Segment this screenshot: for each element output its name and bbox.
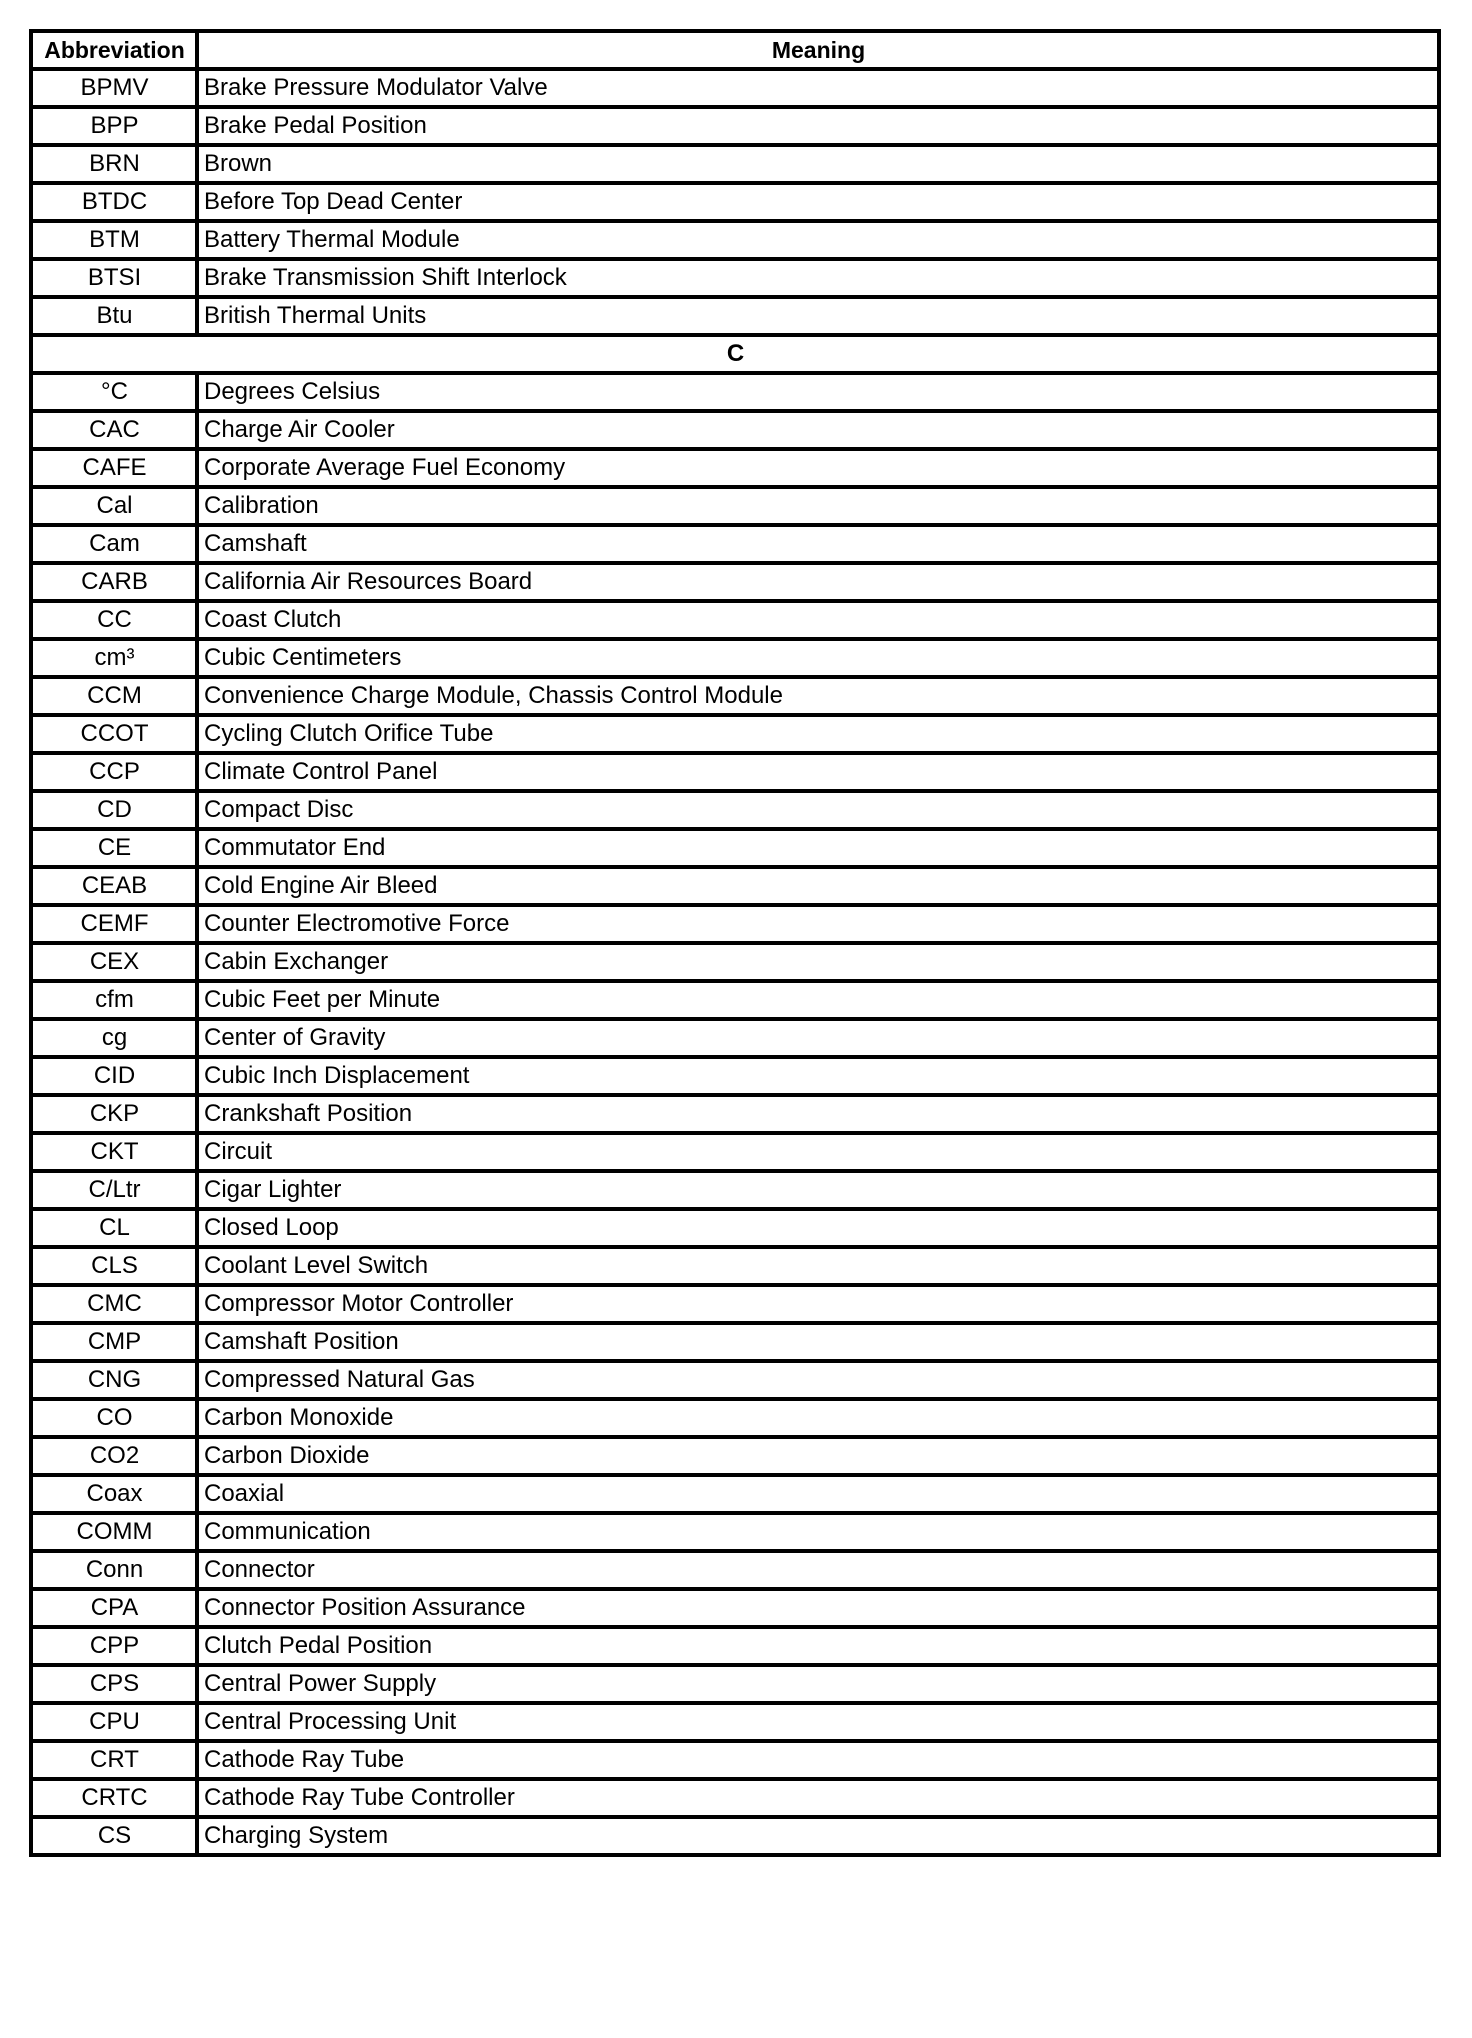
meaning-cell: Counter Electromotive Force <box>197 905 1439 943</box>
table-row <box>31 1209 1439 1247</box>
meaning-cell: Coast Clutch <box>197 601 1439 639</box>
meaning-cell: Brake Pressure Modulator Valve <box>197 69 1439 107</box>
meaning-cell: Commutator End <box>197 829 1439 867</box>
abbreviation-cell: CNG <box>31 1361 197 1399</box>
table-row <box>31 449 1439 487</box>
meaning-cell: Compact Disc <box>197 791 1439 829</box>
table-row <box>31 1019 1439 1057</box>
abbreviation-cell: Cal <box>31 487 197 525</box>
meaning-cell: Convenience Charge Module, Chassis Control Module <box>197 677 1439 715</box>
meaning-cell: Central Processing Unit <box>197 1703 1439 1741</box>
table-row <box>31 107 1439 145</box>
meaning-cell: Charge Air Cooler <box>197 411 1439 449</box>
abbreviation-cell: CKT <box>31 1133 197 1171</box>
meaning-cell: Cold Engine Air Bleed <box>197 867 1439 905</box>
meaning-cell: Crankshaft Position <box>197 1095 1439 1133</box>
abbreviation-cell: CPP <box>31 1627 197 1665</box>
abbreviation-cell: BPP <box>31 107 197 145</box>
section-letter: C <box>31 335 1439 373</box>
meaning-cell: Calibration <box>197 487 1439 525</box>
table-row <box>31 1513 1439 1551</box>
table-row <box>31 1437 1439 1475</box>
table-row <box>31 69 1439 107</box>
table-row <box>31 1703 1439 1741</box>
abbreviation-cell: CE <box>31 829 197 867</box>
meaning-cell: Corporate Average Fuel Economy <box>197 449 1439 487</box>
table-row <box>31 981 1439 1019</box>
abbreviation-cell: CPU <box>31 1703 197 1741</box>
abbreviation-cell: CID <box>31 1057 197 1095</box>
abbreviation-table <box>29 29 1441 1857</box>
section-header-row <box>31 335 1439 373</box>
table-row <box>31 1589 1439 1627</box>
table-header-row <box>31 31 1439 69</box>
table-row <box>31 1285 1439 1323</box>
meaning-cell: Cubic Feet per Minute <box>197 981 1439 1019</box>
abbreviation-cell: CD <box>31 791 197 829</box>
meaning-cell: Compressed Natural Gas <box>197 1361 1439 1399</box>
table-row <box>31 563 1439 601</box>
meaning-cell: British Thermal Units <box>197 297 1439 335</box>
meaning-cell: Before Top Dead Center <box>197 183 1439 221</box>
abbreviation-cell: CMC <box>31 1285 197 1323</box>
abbreviation-column-header: Abbreviation <box>31 31 197 69</box>
meaning-cell: Coaxial <box>197 1475 1439 1513</box>
meaning-cell: Circuit <box>197 1133 1439 1171</box>
meaning-cell: Brake Transmission Shift Interlock <box>197 259 1439 297</box>
abbreviation-cell: COMM <box>31 1513 197 1551</box>
meaning-cell: Brown <box>197 145 1439 183</box>
table-row <box>31 1095 1439 1133</box>
meaning-cell: Camshaft Position <box>197 1323 1439 1361</box>
abbreviation-cell: C/Ltr <box>31 1171 197 1209</box>
abbreviation-cell: CEMF <box>31 905 197 943</box>
abbreviation-cell: Coax <box>31 1475 197 1513</box>
meaning-cell: Cubic Centimeters <box>197 639 1439 677</box>
abbreviation-cell: CCP <box>31 753 197 791</box>
meaning-cell: Battery Thermal Module <box>197 221 1439 259</box>
meaning-cell: Brake Pedal Position <box>197 107 1439 145</box>
abbreviation-cell: CAC <box>31 411 197 449</box>
table-row <box>31 1665 1439 1703</box>
abbreviation-cell: CPS <box>31 1665 197 1703</box>
table-row <box>31 1133 1439 1171</box>
meaning-cell: Cigar Lighter <box>197 1171 1439 1209</box>
table-row <box>31 601 1439 639</box>
table-row <box>31 1057 1439 1095</box>
abbreviation-cell: cfm <box>31 981 197 1019</box>
abbreviation-cell: CRT <box>31 1741 197 1779</box>
meaning-cell: Cathode Ray Tube Controller <box>197 1779 1439 1817</box>
table-row <box>31 905 1439 943</box>
abbreviation-cell: cm³ <box>31 639 197 677</box>
table-row <box>31 1475 1439 1513</box>
meaning-cell: Cubic Inch Displacement <box>197 1057 1439 1095</box>
abbreviation-cell: °C <box>31 373 197 411</box>
abbreviation-cell: BRN <box>31 145 197 183</box>
abbreviation-cell: BTDC <box>31 183 197 221</box>
table-row <box>31 715 1439 753</box>
table-row <box>31 183 1439 221</box>
table-row <box>31 145 1439 183</box>
abbreviation-cell: CC <box>31 601 197 639</box>
abbreviation-cell: CEX <box>31 943 197 981</box>
table-row <box>31 1817 1439 1855</box>
abbreviation-cell: cg <box>31 1019 197 1057</box>
abbreviation-cell: CARB <box>31 563 197 601</box>
meaning-cell: Carbon Monoxide <box>197 1399 1439 1437</box>
table-row <box>31 791 1439 829</box>
abbreviation-cell: CL <box>31 1209 197 1247</box>
meaning-cell: Carbon Dioxide <box>197 1437 1439 1475</box>
meaning-cell: Clutch Pedal Position <box>197 1627 1439 1665</box>
table-row <box>31 221 1439 259</box>
meaning-cell: California Air Resources Board <box>197 563 1439 601</box>
table-body <box>31 69 1439 1855</box>
meaning-cell: Degrees Celsius <box>197 373 1439 411</box>
table-row <box>31 373 1439 411</box>
meaning-cell: Connector <box>197 1551 1439 1589</box>
table-row <box>31 639 1439 677</box>
meaning-cell: Central Power Supply <box>197 1665 1439 1703</box>
meaning-cell: Cycling Clutch Orifice Tube <box>197 715 1439 753</box>
table-row <box>31 867 1439 905</box>
table-row <box>31 1551 1439 1589</box>
abbreviation-cell: CAFE <box>31 449 197 487</box>
meaning-cell: Coolant Level Switch <box>197 1247 1439 1285</box>
abbreviation-cell: CCM <box>31 677 197 715</box>
abbreviation-cell: CMP <box>31 1323 197 1361</box>
abbreviation-cell: CKP <box>31 1095 197 1133</box>
table-row <box>31 1361 1439 1399</box>
meaning-cell: Center of Gravity <box>197 1019 1439 1057</box>
abbreviation-cell: BTSI <box>31 259 197 297</box>
meaning-cell: Climate Control Panel <box>197 753 1439 791</box>
table-row <box>31 1323 1439 1361</box>
table-row <box>31 411 1439 449</box>
meaning-cell: Camshaft <box>197 525 1439 563</box>
abbreviation-cell: CCOT <box>31 715 197 753</box>
abbreviation-cell: Btu <box>31 297 197 335</box>
meaning-column-header: Meaning <box>197 31 1439 69</box>
table-row <box>31 677 1439 715</box>
table-row <box>31 1779 1439 1817</box>
meaning-cell: Closed Loop <box>197 1209 1439 1247</box>
abbreviation-cell: CPA <box>31 1589 197 1627</box>
table-row <box>31 1247 1439 1285</box>
meaning-cell: Communication <box>197 1513 1439 1551</box>
abbreviation-cell: CRTC <box>31 1779 197 1817</box>
table-row <box>31 525 1439 563</box>
abbreviation-cell: Cam <box>31 525 197 563</box>
table-row <box>31 259 1439 297</box>
table-row <box>31 1627 1439 1665</box>
table-row <box>31 297 1439 335</box>
abbreviation-cell: CS <box>31 1817 197 1855</box>
table-row <box>31 829 1439 867</box>
table-row <box>31 487 1439 525</box>
abbreviation-cell: BTM <box>31 221 197 259</box>
table-row <box>31 753 1439 791</box>
abbreviation-cell: BPMV <box>31 69 197 107</box>
meaning-cell: Compressor Motor Controller <box>197 1285 1439 1323</box>
meaning-cell: Cabin Exchanger <box>197 943 1439 981</box>
abbreviation-cell: CLS <box>31 1247 197 1285</box>
table-row <box>31 1399 1439 1437</box>
table-row <box>31 943 1439 981</box>
meaning-cell: Cathode Ray Tube <box>197 1741 1439 1779</box>
abbreviation-cell: CEAB <box>31 867 197 905</box>
abbreviation-cell: CO2 <box>31 1437 197 1475</box>
abbreviation-cell: Conn <box>31 1551 197 1589</box>
table-row <box>31 1741 1439 1779</box>
table-row <box>31 1171 1439 1209</box>
meaning-cell: Connector Position Assurance <box>197 1589 1439 1627</box>
meaning-cell: Charging System <box>197 1817 1439 1855</box>
abbreviation-cell: CO <box>31 1399 197 1437</box>
